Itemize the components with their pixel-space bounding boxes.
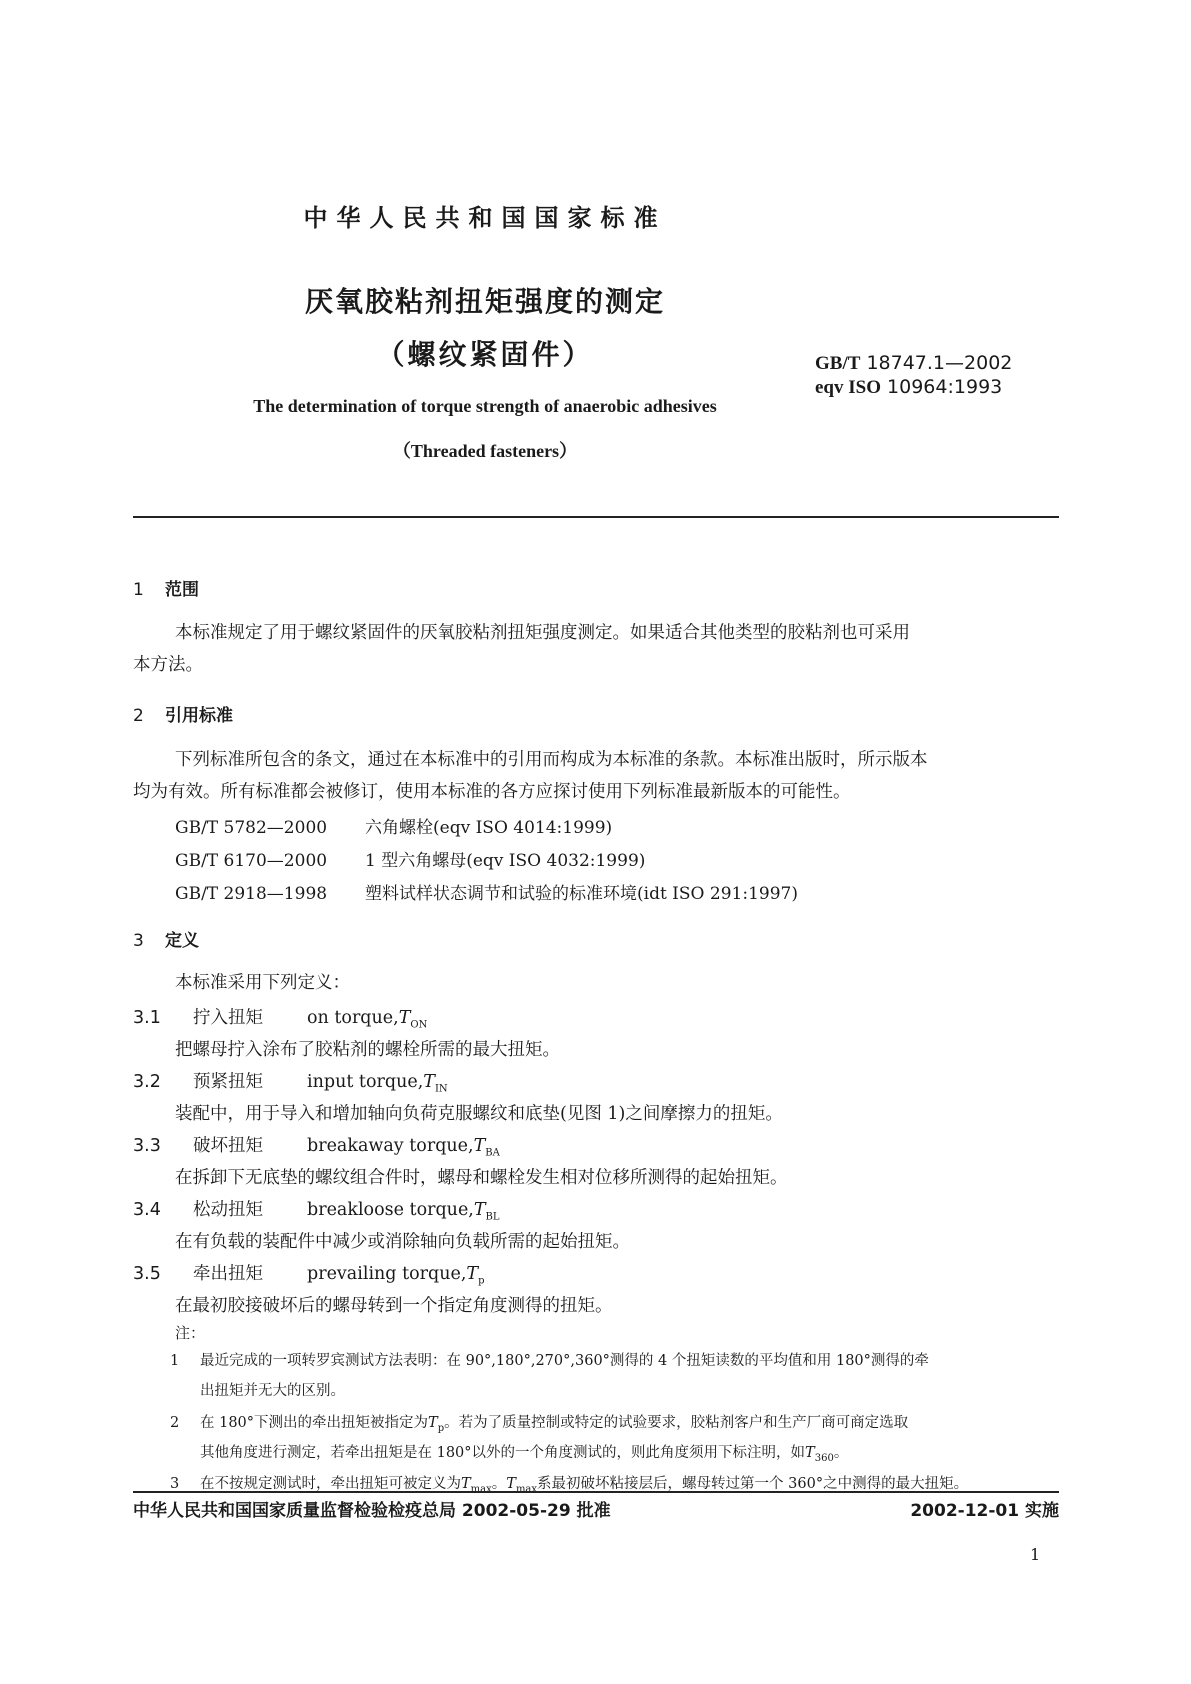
- effective-date: 2002-12-01 实施: [910, 1501, 1059, 1521]
- note-text: 系最初破坏粘接层后，螺母转过第一个 360°之中测得的最大扭矩。: [537, 1476, 969, 1492]
- note-symbol-sub: 360: [814, 1452, 834, 1464]
- footer-divider: [133, 1491, 1059, 1493]
- definition-symbol: T: [423, 1072, 435, 1092]
- definition-heading: [133, 1196, 500, 1223]
- national-standard-heading: 中华人民共和国国家标准: [303, 204, 667, 232]
- section2-para-line1: 下列标准所包含的条文，通过在本标准中的引用而构成为本标准的条款。本标准出版时，所示版本: [175, 750, 928, 770]
- note-line-continued: 出扭矩并无大的区别。: [200, 1383, 345, 1399]
- definition-symbol-sub: ON: [410, 1019, 428, 1031]
- note-text: 。: [833, 1445, 849, 1461]
- note-symbol: T: [805, 1445, 815, 1461]
- definition-term-zh: 牵出扭矩: [193, 1264, 263, 1284]
- definition-symbol-sub: IN: [434, 1083, 448, 1095]
- reference-code: GB/T 5782—2000: [175, 818, 328, 838]
- reference-row: [175, 879, 798, 904]
- note-line: 最近完成的一项转罗宾测试方法表明：在 90°,180°,270°,360°测得的 4 个扭矩读数的平均值和用 180°测得的牵: [200, 1353, 929, 1369]
- definition-text: 装配中，用于导入和增加轴向负荷克服螺纹和底垫(见图 1)之间摩擦力的扭矩。: [175, 1104, 783, 1124]
- definition-number: 3.1: [133, 1008, 161, 1028]
- note-symbol-sub: max: [470, 1483, 492, 1495]
- definition-number: 3.3: [133, 1136, 161, 1156]
- note-symbol: T: [428, 1415, 438, 1431]
- definition-term-en: on torque,: [307, 1008, 399, 1028]
- standard-eqv-prefix: eqv ISO: [815, 377, 881, 398]
- section-title: 引用标准: [165, 706, 233, 726]
- definition-symbol: T: [466, 1264, 479, 1284]
- definition-heading: [133, 1068, 448, 1095]
- definition-symbol-sub: p: [478, 1275, 485, 1287]
- definition-heading: [133, 1260, 485, 1287]
- section-number: 2: [133, 706, 144, 726]
- standard-code: [815, 352, 1012, 375]
- section3-intro: 本标准采用下列定义：: [175, 973, 350, 993]
- note-symbol-sub: max: [515, 1483, 538, 1495]
- definition-term-zh: 破坏扭矩: [193, 1136, 263, 1156]
- note-number: 2: [170, 1415, 180, 1431]
- document-subtitle-zh: （螺纹紧固件）: [376, 338, 594, 371]
- section-number: 1: [133, 580, 144, 600]
- section-number: 3: [133, 931, 144, 951]
- definition-heading: [133, 1004, 427, 1031]
- page-number: 1: [1030, 1545, 1041, 1564]
- definition-term-zh: 松动扭矩: [193, 1200, 263, 1220]
- section2-para-line2: 均为有效。所有标准都会被修订，使用本标准的各方应探讨使用下列标准最新版本的可能性。: [133, 782, 851, 802]
- definition-symbol: T: [473, 1136, 486, 1156]
- note-text: 。若为了质量控制或特定的试验要求，胶粘剂客户和生产厂商可商定选取: [444, 1415, 909, 1431]
- reference-title: 1 型六角螺母(eqv ISO 4032:1999): [365, 851, 646, 871]
- definition-symbol-sub: BA: [485, 1147, 500, 1159]
- approval-statement: 中华人民共和国国家质量监督检验检疫总局 2002-05-29 批准: [133, 1501, 611, 1521]
- note-number: 3: [170, 1476, 180, 1492]
- reference-row: [175, 846, 645, 871]
- definition-term-en: input torque,: [307, 1072, 424, 1092]
- reference-row: [175, 813, 612, 838]
- notes-label: 注：: [175, 1324, 206, 1342]
- reference-code: GB/T 2918—1998: [175, 884, 328, 904]
- definition-heading: [133, 1132, 500, 1159]
- standard-code-number: 18747.1—2002: [866, 352, 1013, 374]
- document-subtitle-en: （Threaded fasteners）: [392, 441, 578, 461]
- section1-para-line1: 本标准规定了用于螺纹紧固件的厌氧胶粘剂扭矩强度测定。如果适合其他类型的胶粘剂也可采用: [175, 623, 910, 643]
- definition-text: 在最初胶接破坏后的螺母转到一个指定角度测得的扭矩。: [175, 1296, 613, 1316]
- reference-code: GB/T 6170—2000: [175, 851, 328, 871]
- document-title-en: The determination of torque strength of anaerobic adhesives: [253, 396, 717, 416]
- definition-term-en: breakloose torque,: [307, 1200, 474, 1220]
- section-heading-3: [133, 926, 199, 951]
- note-symbol: T: [506, 1476, 516, 1492]
- definition-term-zh: 拧入扭矩: [193, 1008, 263, 1028]
- definition-symbol-sub: BL: [485, 1211, 500, 1223]
- definition-text: 把螺母拧入涂布了胶粘剂的螺栓所需的最大扭矩。: [175, 1040, 560, 1060]
- section-heading-1: [133, 575, 199, 600]
- definition-term-en: prevailing torque,: [307, 1264, 467, 1284]
- header-divider: [133, 516, 1059, 518]
- section1-para-line2: 本方法。: [133, 655, 203, 675]
- note-symbol-sub: p: [437, 1422, 445, 1434]
- definition-term-en: breakaway torque,: [307, 1136, 474, 1156]
- standard-code-prefix: GB/T: [815, 353, 861, 374]
- note-item: [170, 1346, 929, 1376]
- definition-term-zh: 预紧扭矩: [193, 1072, 263, 1092]
- document-title-zh: 厌氧胶粘剂扭矩强度的测定: [304, 285, 665, 318]
- note-text: 。: [491, 1476, 507, 1492]
- note-number: 1: [170, 1353, 180, 1369]
- note-text: 其他角度进行测定，若牵出扭矩是在 180°以外的一个角度测试的，则此角度须用下标注明，如: [200, 1445, 806, 1461]
- definition-text: 在有负载的装配件中减少或消除轴向负载所需的起始扭矩。: [175, 1232, 630, 1252]
- definition-text: 在拆卸下无底垫的螺纹组合件时，螺母和螺栓发生相对位移所测得的起始扭矩。: [175, 1168, 788, 1188]
- section-title: 范围: [165, 580, 199, 600]
- definition-symbol: T: [473, 1200, 486, 1220]
- definition-number: 3.2: [133, 1072, 161, 1092]
- note-text: 在不按规定测试时，牵出扭矩可被定义为: [200, 1476, 461, 1492]
- note-text: 在 180°下测出的牵出扭矩被指定为: [200, 1415, 429, 1431]
- reference-title: 塑料试样状态调节和试验的标准环境(idt ISO 291:1997): [365, 884, 798, 904]
- definition-number: 3.4: [133, 1200, 161, 1220]
- note-symbol: T: [461, 1476, 471, 1492]
- definition-number: 3.5: [133, 1264, 161, 1284]
- section-title: 定义: [165, 931, 199, 951]
- reference-title: 六角螺栓(eqv ISO 4014:1999): [365, 818, 613, 838]
- definition-symbol: T: [398, 1008, 411, 1028]
- section-heading-2: [133, 701, 233, 726]
- standard-eqv-number: 10964:1993: [887, 376, 1003, 398]
